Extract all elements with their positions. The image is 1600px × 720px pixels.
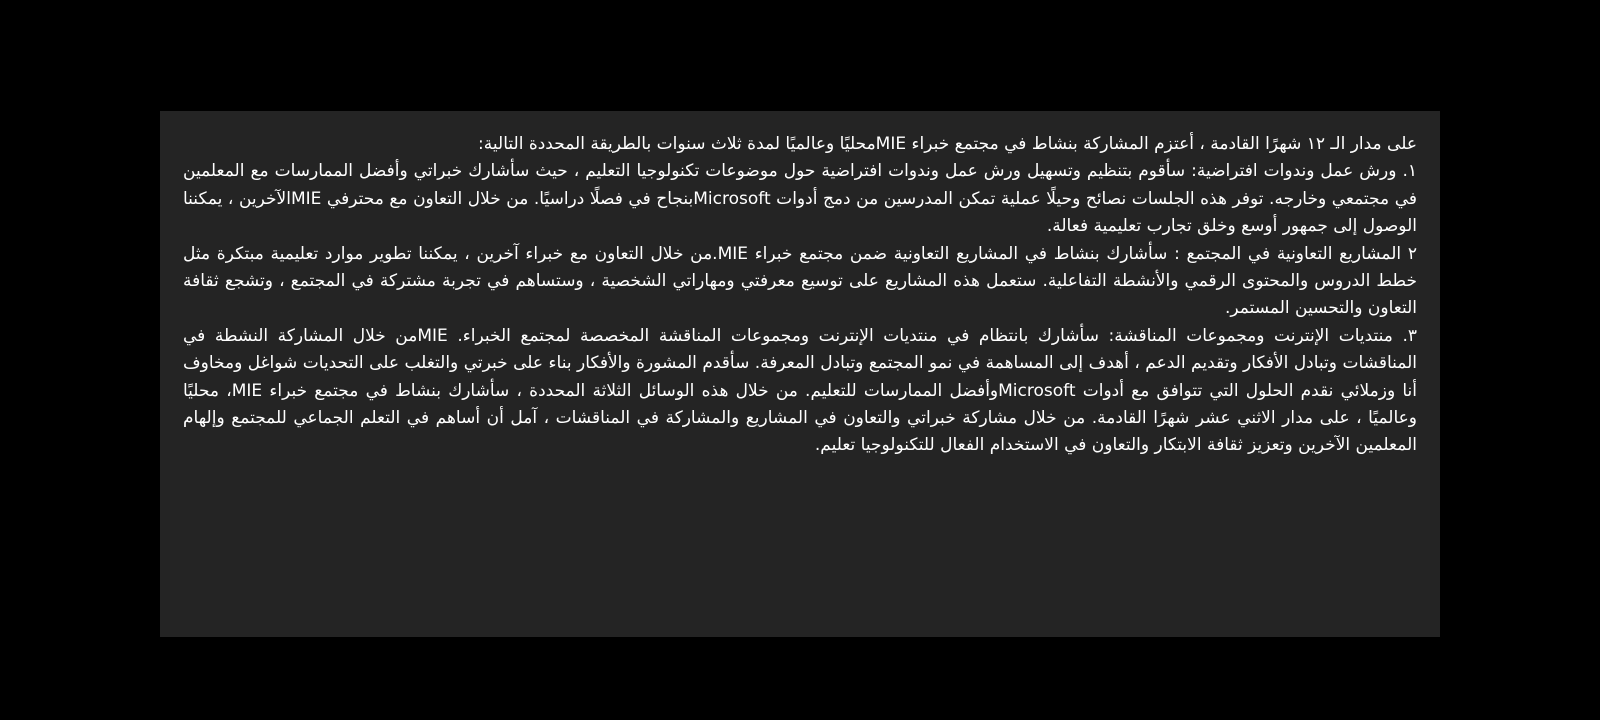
intro-paragraph: على مدار الـ ١٢ شهرًا القادمة ، أعتزم المشاركة بنشاط في مجتمع خبراء MIEمحليًا وعالميًا لمدة ثلاث سنوات بالطريقة المحددة التالية: bbox=[478, 134, 1417, 154]
item-1-workshops-paragraph: ١. ورش عمل وندوات افتراضية: سأقوم بتنظيم وتسهيل ورش عمل وندوات افتراضية حول موضوعات تكنولوجيا التعليم ، حيث سأشارك خبراتي وأفضل الممارسات مع المعلمين في مجتمعي وخارجه. توفر هذه الجلسات نصائح وحيلًا عملية تمكن المدرسين من دمج أدوات Microsoftبنجاح في فصلًا دراسيًا. من خلال التعاون مع محترفي MIEالآخرين ، يمكننا الوصول إلى جمهور أوسع وخلق تجارب تعليمية فعالة. bbox=[183, 161, 1417, 237]
document-body bbox=[183, 131, 1417, 460]
item-2-projects-paragraph: ٢ المشاريع التعاونية في المجتمع : سأشارك بنشاط في المشاريع التعاونية ضمن مجتمع خبراء MIE.من خلال التعاون مع خبراء آخرين ، يمكننا تطوير موارد تعليمية مبتكرة مثل خطط الدروس والمحتوى الرقمي والأنشطة التفاعلية. ستعمل هذه المشاريع على توسيع معرفتي ومهاراتي الشخصية ، وستساهم في تجربة مشتركة في المجتمع ، وتشجع ثقافة التعاون والتحسين المستمر. bbox=[183, 243, 1417, 319]
item-3-forums-paragraph: ٣. منتديات الإنترنت ومجموعات المناقشة: سأشارك بانتظام في منتديات الإنترنت ومجموعات المناقشة المخصصة لمجتمع الخبراء. MIEمن خلال المشاركة النشطة في المناقشات وتبادل الأفكار وتقديم الدعم ، أهدف إلى المساهمة في نمو المجتمع وتبادل المعرفة. سأقدم المشورة والأفكار بناء على خبرتي والتغلب على التحديات شواغل ومخاوف أنا وزملائي نقدم الحلول التي تتوافق مع أدوات Microsoftوأفضل الممارسات للتعليم. من خلال هذه الوسائل الثلاثة المحددة ، سأشارك بنشاط في مجتمع خبراء MIE، محليًا وعالميًا ، على مدار الاثني عشر شهرًا القادمة. من خلال مشاركة خبراتي والتعاون في المشاريع والمشاركة في المناقشات ، آمل أن أساهم في التعلم الجماعي للمجتمع وإلهام المعلمين الآخرين وتعزيز ثقافة الابتكار والتعاون في الاستخدام الفعال للتكنولوجيا تعليم. bbox=[183, 325, 1418, 456]
text-panel bbox=[160, 111, 1440, 637]
